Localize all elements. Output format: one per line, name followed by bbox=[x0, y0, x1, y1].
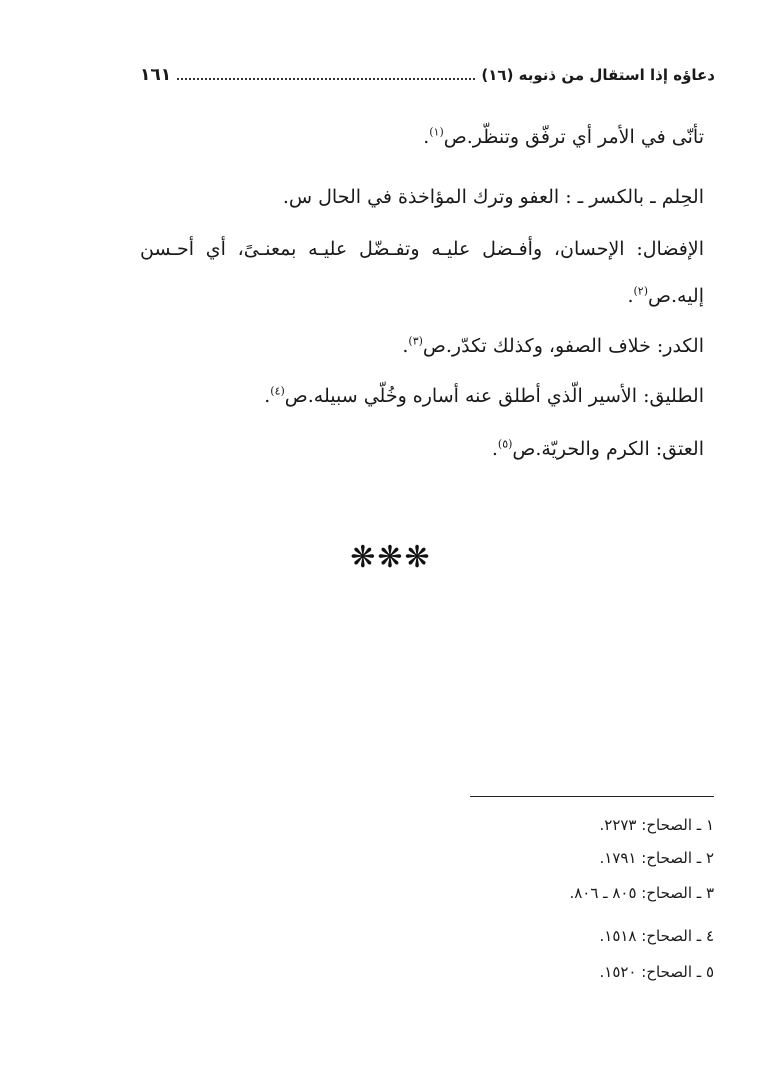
definition-line: الكدر: خلاف الصفو، وكذلك تكدّر.ص$^{(٣)}$. bbox=[402, 334, 704, 357]
footnote-marker: (٢) bbox=[633, 284, 648, 298]
definition-line: الطليق: الأسير الّذي أطلق عنه أساره وخُلّي سبيله.ص$^{(٤)}$. bbox=[264, 384, 704, 407]
footnote-marker: (٣) bbox=[408, 334, 423, 348]
footnote: ٤ ـ الصحاح: ١٥١٨. bbox=[599, 927, 714, 945]
running-header bbox=[140, 62, 715, 88]
page-number: ١٦١ bbox=[140, 65, 172, 85]
footnote-marker: (١) bbox=[429, 125, 444, 139]
section-divider-ornament: ❋❋❋ bbox=[350, 540, 432, 575]
footnote: ٥ ـ الصحاح: ١٥٢٠. bbox=[599, 963, 714, 981]
footnote-separator-rule bbox=[470, 796, 714, 797]
definition-line: الإفضال: الإحسان، وأفـضل عليـه وتفـضّل عليـه بمعنـىً، أي أحـسن bbox=[140, 238, 704, 260]
footnote-marker: (٥) bbox=[497, 437, 513, 451]
definition-line-continued: إليه.ص$^{(٢)}$. bbox=[627, 284, 704, 307]
definition-line: الحِلم ـ بالكسر ـ : العفو وترك المؤاخذة في الحال س. bbox=[282, 186, 704, 208]
footnote: ١ ـ الصحاح: ٢٢٧٣. bbox=[599, 816, 714, 834]
header-leader-dots bbox=[177, 78, 475, 80]
footnote: ٣ ـ الصحاح: ٨٠٥ ـ ٨٠٦. bbox=[569, 884, 714, 902]
header-title: دعاؤه إذا استقال من ذنوبه (١٦) bbox=[481, 66, 715, 84]
definition-line: العتق: الكرم والحريّة.ص$^{(٥)}$. bbox=[491, 437, 704, 460]
footnote-marker: (٤) bbox=[270, 384, 285, 398]
footnote: ٢ ـ الصحاح: ١٧٩١. bbox=[599, 849, 714, 867]
definition-line: تأنّى في الأمر أي ترفّق وتنظّر.ص$^{(١)}$. bbox=[423, 125, 704, 148]
